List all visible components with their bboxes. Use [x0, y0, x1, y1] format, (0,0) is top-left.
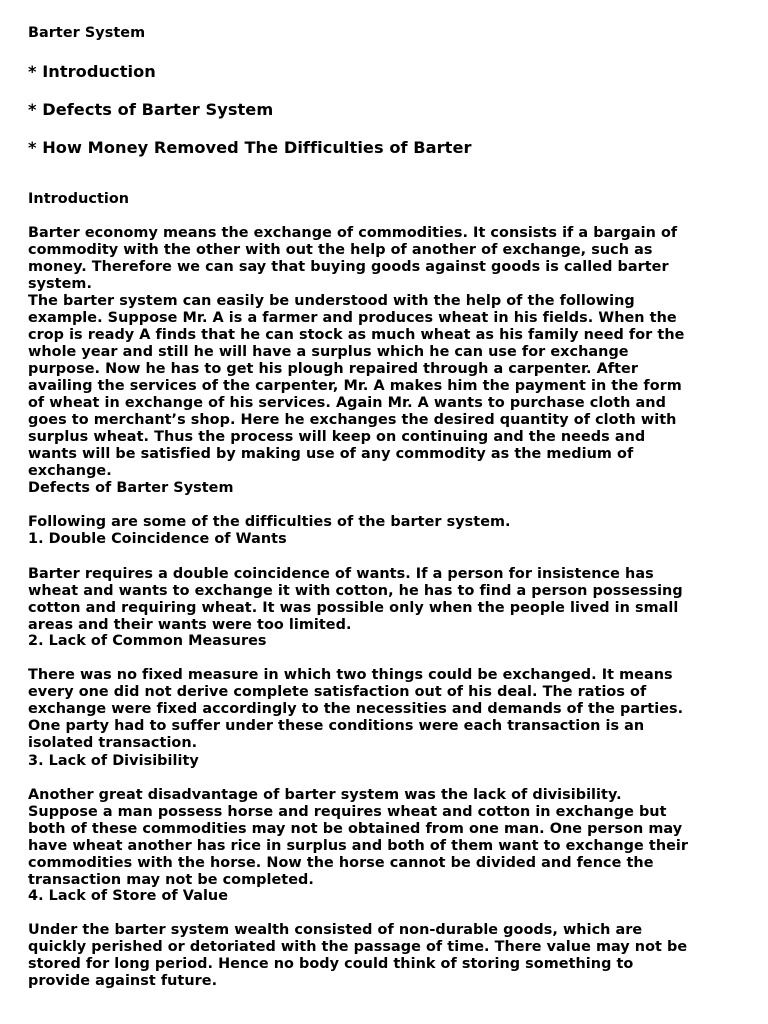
paragraph-line: surplus wheat. Thus the process will keep on continuing and the needs and [28, 429, 646, 445]
paragraph-line: The barter system can easily be understood with the help of the following [28, 293, 635, 309]
document-title: Barter System [28, 25, 146, 41]
paragraph-line: Following are some of the difficulties of the barter system. [28, 514, 511, 530]
paragraph-line: every one did not derive complete satisfaction out of his deal. The ratios of [28, 684, 647, 700]
paragraph-line: exchange. [28, 463, 112, 479]
paragraph-line: cotton and requiring wheat. It was possible only when the people lived in small [28, 600, 679, 616]
paragraph-line: There was no fixed measure in which two things could be exchanged. It means [28, 667, 673, 683]
section-heading-introduction: Introduction [28, 191, 130, 207]
paragraph-line: goes to merchant’s shop. Here he exchanges the desired quantity of cloth with [28, 412, 677, 428]
paragraph-line: Under the barter system wealth consisted of non-durable goods, which are [28, 922, 643, 938]
toc-item-money: * How Money Removed The Difficulties of Barter [28, 138, 472, 157]
list-item-heading: 3. Lack of Divisibility [28, 753, 199, 769]
paragraph-line: Barter requires a double coincidence of wants. If a person for insistence has [28, 566, 654, 582]
paragraph-line: provide against future. [28, 973, 218, 989]
paragraph-line: stored for long period. Hence no body could think of storing something to [28, 956, 634, 972]
list-item-heading: 4. Lack of Store of Value [28, 888, 229, 904]
paragraph-line: Barter economy means the exchange of commodities. It consists if a bargain of [28, 225, 678, 241]
paragraph-line: isolated transaction. [28, 735, 198, 751]
paragraph-line: system. [28, 276, 92, 292]
paragraph-line: wheat and wants to exchange it with cotton, he has to find a person possessing [28, 583, 683, 599]
paragraph-line: of wheat in exchange of his services. Again Mr. A wants to purchase cloth and [28, 395, 666, 411]
list-item-heading: 2. Lack of Common Measures [28, 633, 267, 649]
paragraph-line: transaction may not be completed. [28, 872, 314, 888]
toc-item-introduction: * Introduction [28, 62, 156, 81]
paragraph-line: example. Suppose Mr. A is a farmer and produces wheat in his fields. When the [28, 310, 677, 326]
paragraph-line: exchange were fixed accordingly to the necessities and demands of the parties. [28, 701, 684, 717]
paragraph-line: quickly perished or detoriated with the passage of time. There value may not be [28, 939, 688, 955]
paragraph-line: purpose. Now he has to get his plough repaired through a carpenter. After [28, 361, 639, 377]
paragraph-line: money. Therefore we can say that buying goods against goods is called barter [28, 259, 669, 275]
toc-item-defects: * Defects of Barter System [28, 100, 274, 119]
paragraph-line: crop is ready A finds that he can stock as much wheat as his family need for the [28, 327, 685, 343]
section-heading-defects: Defects of Barter System [28, 480, 234, 496]
paragraph-line: Suppose a man possess horse and requires wheat and cotton in exchange but [28, 804, 667, 820]
paragraph-line: whole year and still he will have a surplus which he can use for exchange [28, 344, 629, 360]
paragraph-line: both of these commodities may not be obtained from one man. One person may [28, 821, 683, 837]
paragraph-line: areas and their wants were too limited. [28, 617, 352, 633]
paragraph-line: have wheat another has rice in surplus and both of them want to exchange their [28, 838, 689, 854]
paragraph-line: wants will be satisfied by making use of any commodity as the medium of [28, 446, 634, 462]
paragraph-line: commodity with the other with out the help of another of exchange, such as [28, 242, 653, 258]
list-item-heading: 1. Double Coincidence of Wants [28, 531, 287, 547]
paragraph-line: commodities with the horse. Now the horse cannot be divided and fence the [28, 855, 654, 871]
paragraph-line: Another great disadvantage of barter system was the lack of divisibility. [28, 787, 622, 803]
paragraph-line: One party had to suffer under these conditions were each transaction is an [28, 718, 645, 734]
paragraph-line: availing the services of the carpenter, Mr. A makes him the payment in the form [28, 378, 682, 394]
